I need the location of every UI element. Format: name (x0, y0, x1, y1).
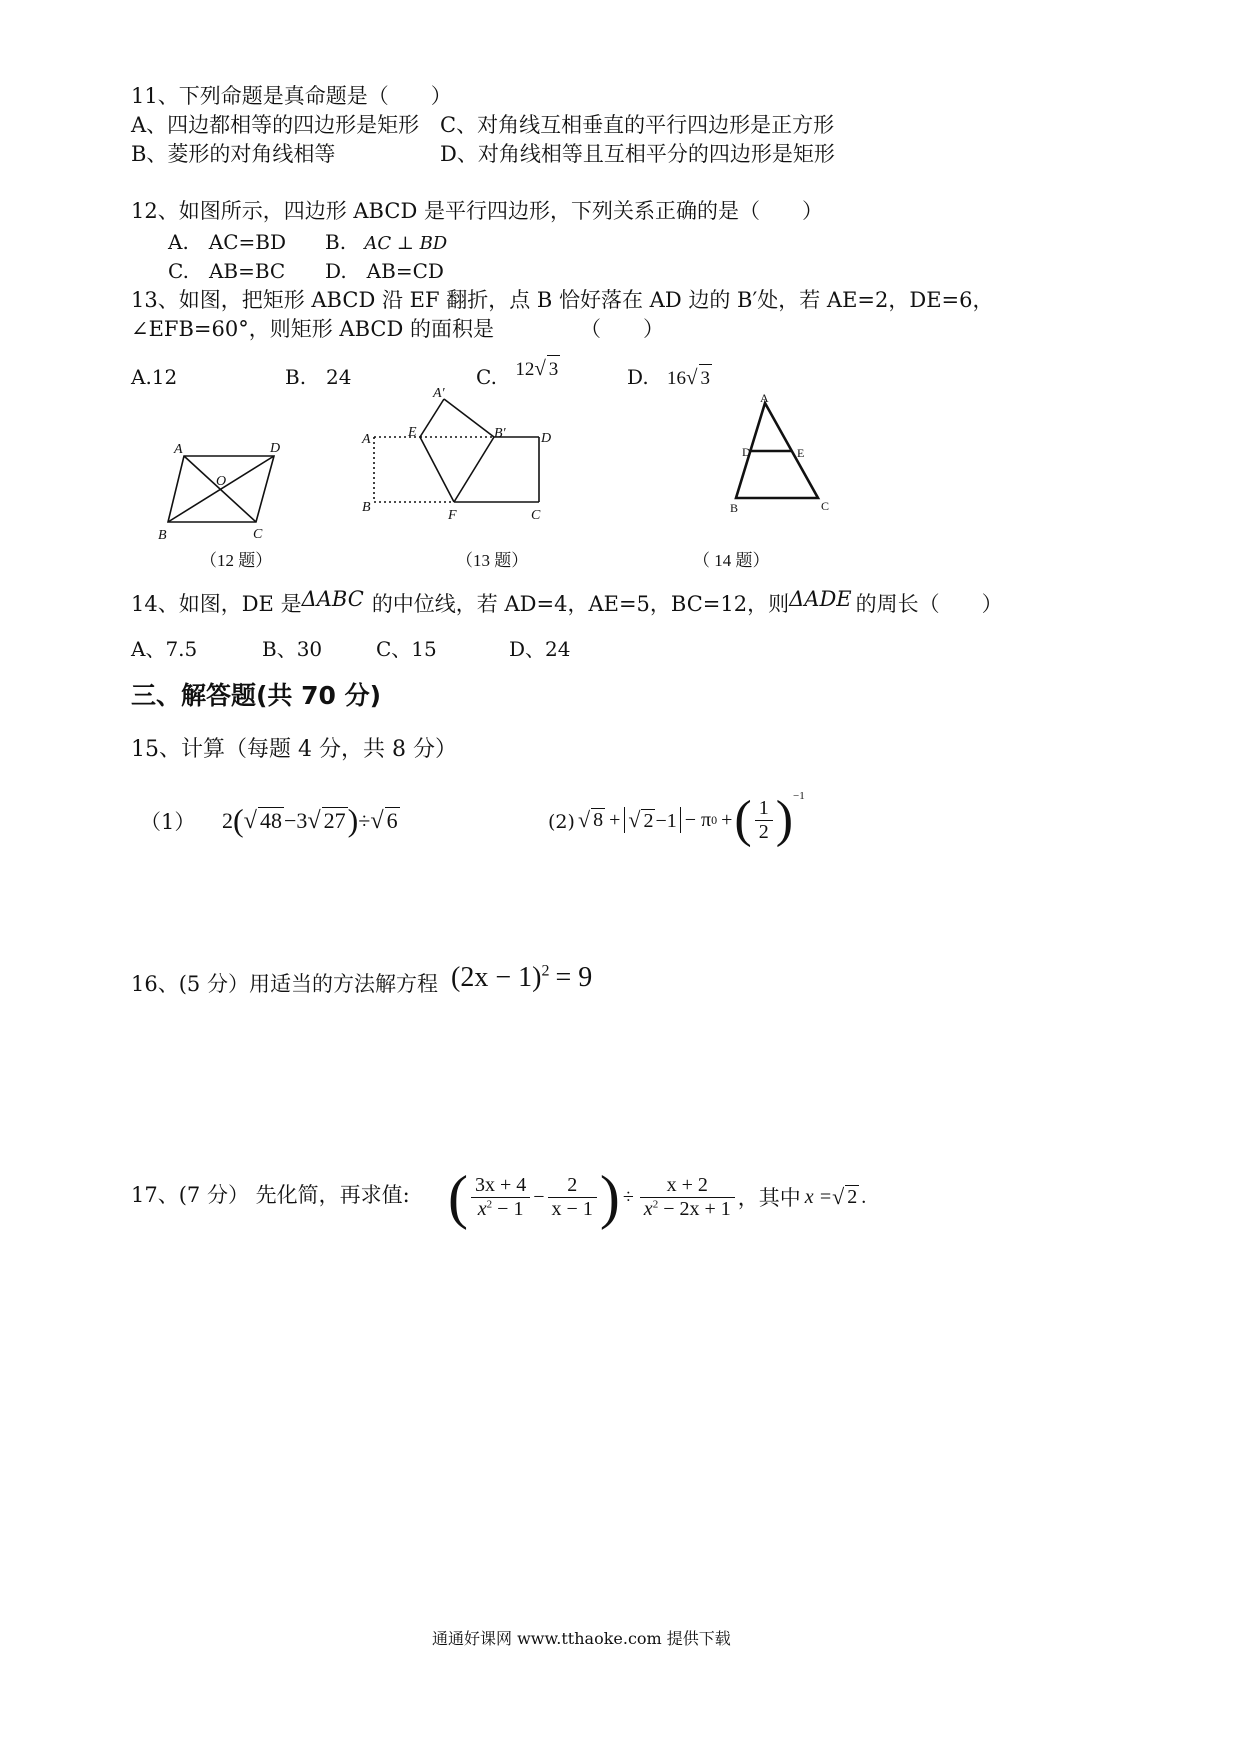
fig12-label-c: C (253, 527, 263, 542)
q11-stem: 11、下列命题是真命题是（ ） (131, 84, 452, 108)
q11-option-b: B、菱形的对角线相等 (131, 142, 336, 166)
q17-expression (448, 1166, 866, 1228)
q17-f1-den-exp: 2 (486, 1197, 493, 1210)
q15-p1-coef: 2 (222, 808, 233, 833)
q17-f3-den-rest: − 2x + 1 (658, 1197, 731, 1220)
q17-minus: − (533, 1185, 545, 1208)
fig13-label-ap: A′ (433, 386, 445, 401)
q17-fraction2 (548, 1174, 597, 1221)
q15-p1-rparen: ) (347, 802, 359, 838)
q17-div: ÷ (622, 1185, 634, 1208)
q13-option-c-radical: √ (534, 356, 546, 380)
q17-lparen: ( (448, 1164, 468, 1230)
section-3-heading: 三、解答题(共 70 分) (131, 681, 382, 710)
q12-option-b-prefix: B. (325, 230, 347, 254)
q15-p2-num: 1 (755, 797, 773, 821)
q17-fraction3 (640, 1174, 735, 1221)
q15-p1-radicand3: 6 (386, 808, 398, 833)
q15-p1-radical3: √ (370, 807, 384, 834)
q15-p2-pi: − π (684, 808, 712, 831)
q15-p1-lparen: ( (233, 802, 244, 838)
q16-eq-lhs: (2x − 1) (451, 962, 542, 993)
fig13-label-d: D (541, 431, 552, 446)
q15-p1-radical2: √ (307, 807, 321, 834)
q15-p2-rparen: ) (775, 791, 794, 848)
q14-option-c: C、15 (376, 637, 437, 661)
q17-x-eq: x = (804, 1185, 833, 1208)
figures-svg (0, 0, 1240, 600)
q15-p2-radical1: √ (578, 807, 591, 832)
q15-p2-radicand1: 8 (593, 809, 604, 831)
q17-f2-num: 2 (548, 1174, 597, 1198)
q13-line1: 13、如图，把矩形 ABCD 沿 EF 翻折，点 B 恰好落在 AD 边的 B′处，若 AE=2，DE=6， (131, 288, 994, 312)
q17-fraction1 (471, 1174, 530, 1221)
fig12-label-d: D (270, 441, 281, 456)
fig13-label-bp: B′ (494, 426, 506, 441)
q17-f2-den: x − 1 (551, 1197, 593, 1220)
q16-stem: 16、(5 分）用适当的方法解方程 (131, 972, 438, 996)
q15-p1-radicand2: 27 (323, 808, 346, 833)
q14-option-b: B、30 (262, 637, 323, 661)
q13-option-d-coef: 16 (667, 368, 687, 389)
q17-f3-den-exp: 2 (652, 1197, 659, 1210)
q15-p2-radicand2: 2 (643, 810, 654, 832)
q14-triangle-ade: ΔADE (789, 587, 852, 611)
figure-12 (168, 456, 274, 522)
q15-part2-label: (2) (548, 811, 575, 833)
q15-part1-label: （1） (140, 810, 196, 834)
q14-stem (131, 587, 1003, 618)
fig13-edge-fbp (454, 437, 494, 502)
q17-f3-den-base: x (643, 1197, 653, 1220)
q14-option-d: D、24 (509, 637, 571, 661)
fig13-label-a: A (362, 432, 371, 447)
fig13-edge-eap (420, 399, 444, 437)
q15-p2-outer-exp: −1 (793, 790, 805, 802)
q15-p2-pi-exp: 0 (711, 812, 718, 827)
q15-p2-radical2: √ (628, 807, 641, 832)
fig13-label-c: C (531, 508, 541, 523)
q14-option-a: A、7.5 (131, 637, 198, 661)
q17-f1-den-rest: − 1 (492, 1197, 524, 1220)
q13-option-d-prefix: D. (627, 365, 649, 389)
q15-p1-radical1: √ (243, 807, 257, 834)
page-footer: 通通好课网 www.tthaoke.com 提供下载 (432, 1629, 731, 1648)
q16-eq-rhs: = 9 (555, 962, 593, 993)
fig14-label-b: B (730, 501, 739, 515)
q13-option-b: B. 24 (285, 365, 352, 389)
q17-f3-num: x + 2 (640, 1174, 735, 1198)
q11-option-a: A、四边都相等的四边形是矩形 (131, 113, 420, 137)
q16-equation (451, 962, 592, 994)
figure-13 (374, 399, 539, 502)
q12-stem: 12、如图所示，四边形 ABCD 是平行四边形，下列关系正确的是（ ） (131, 199, 823, 223)
q14-stem-part2: 的中位线，若 AD=4，AE=5，BC=12，则 (371, 592, 790, 616)
fig13-caption: （13 题） (456, 551, 529, 570)
q17-where: ，其中 (737, 1186, 801, 1210)
q15-p2-plus1: + (609, 808, 621, 831)
q13-line2: ∠EFB=60°，则矩形 ABCD 的面积是 (131, 317, 494, 341)
q12-option-a: A. AC=BD (168, 230, 287, 254)
q15-p2-absolute (624, 807, 680, 833)
q17-period: . (861, 1185, 867, 1208)
q16-eq-exp: 2 (541, 962, 550, 980)
fig14-label-a: A (760, 391, 769, 405)
q13-option-a: A.12 (131, 365, 178, 389)
q15-p1-minus: −3 (283, 808, 308, 833)
q17-x-radical: √ (832, 1184, 845, 1209)
q15-p2-plus2: + (721, 808, 733, 831)
q17-x-radicand: 2 (847, 1186, 858, 1208)
fig13-label-b: B (362, 500, 371, 515)
fig14-label-c: C (821, 499, 830, 513)
q13-option-c-radicand: 3 (547, 355, 561, 384)
q11-option-d: D、对角线相等且互相平分的四边形是矩形 (440, 142, 835, 166)
q13-option-c-coef: 12 (515, 359, 535, 380)
q14-triangle-abc: ΔABC (301, 587, 364, 611)
q12-option-c: C. AB=BC (168, 259, 286, 283)
q15-part2-expression (578, 788, 805, 852)
q17-f1-den (471, 1198, 530, 1221)
q17-rparen: ) (599, 1164, 620, 1230)
q17-f1-den-base: x (477, 1197, 487, 1220)
q13-answer-paren: （ ） (580, 317, 664, 341)
q15-p1-radicand1: 48 (259, 808, 282, 833)
q15-p1-div: ÷ (358, 808, 371, 833)
q12-option-d: D. AB=CD (325, 259, 444, 283)
q13-option-d-radicand: 3 (699, 364, 713, 393)
q11-option-c: C、对角线互相垂直的平行四边形是正方形 (440, 113, 835, 137)
fig14-label-e: E (797, 446, 805, 460)
q15-part1-expression (222, 802, 400, 839)
fig14-label-d: D (742, 445, 751, 459)
fig13-fold-ef (420, 437, 454, 502)
fig13-label-e: E (408, 425, 417, 440)
fig13-label-f: F (448, 508, 457, 523)
q14-stem-part1: 14、如图，DE 是 (131, 592, 302, 616)
q15-p2-fraction (755, 797, 773, 844)
q15-p2-minus1: −1 (655, 810, 677, 832)
q15-stem: 15、计算（每题 4 分，共 8 分） (131, 737, 457, 762)
fig14-caption: （ 14 题） (693, 551, 770, 570)
q14-stem-part3: 的周长（ ） (855, 592, 1003, 616)
fig12-label-o: O (216, 474, 227, 489)
fig12-label-a: A (174, 442, 183, 457)
q17-f3-den (640, 1198, 735, 1221)
q13-option-d-radical: √ (686, 365, 698, 389)
q17-stem: 17、(7 分） 先化简，再求值: (131, 1183, 410, 1207)
q17-f1-num: 3x + 4 (471, 1174, 530, 1198)
q13-option-c-prefix: C. (476, 365, 497, 389)
q15-p2-lparen: ( (734, 791, 752, 848)
q12-option-b-math: AC ⊥ BD (364, 233, 448, 254)
fig13-edge-apbp (444, 399, 494, 437)
fig12-label-b: B (158, 528, 167, 543)
fig12-caption: （12 题） (200, 551, 273, 570)
q15-p2-den: 2 (758, 820, 769, 843)
